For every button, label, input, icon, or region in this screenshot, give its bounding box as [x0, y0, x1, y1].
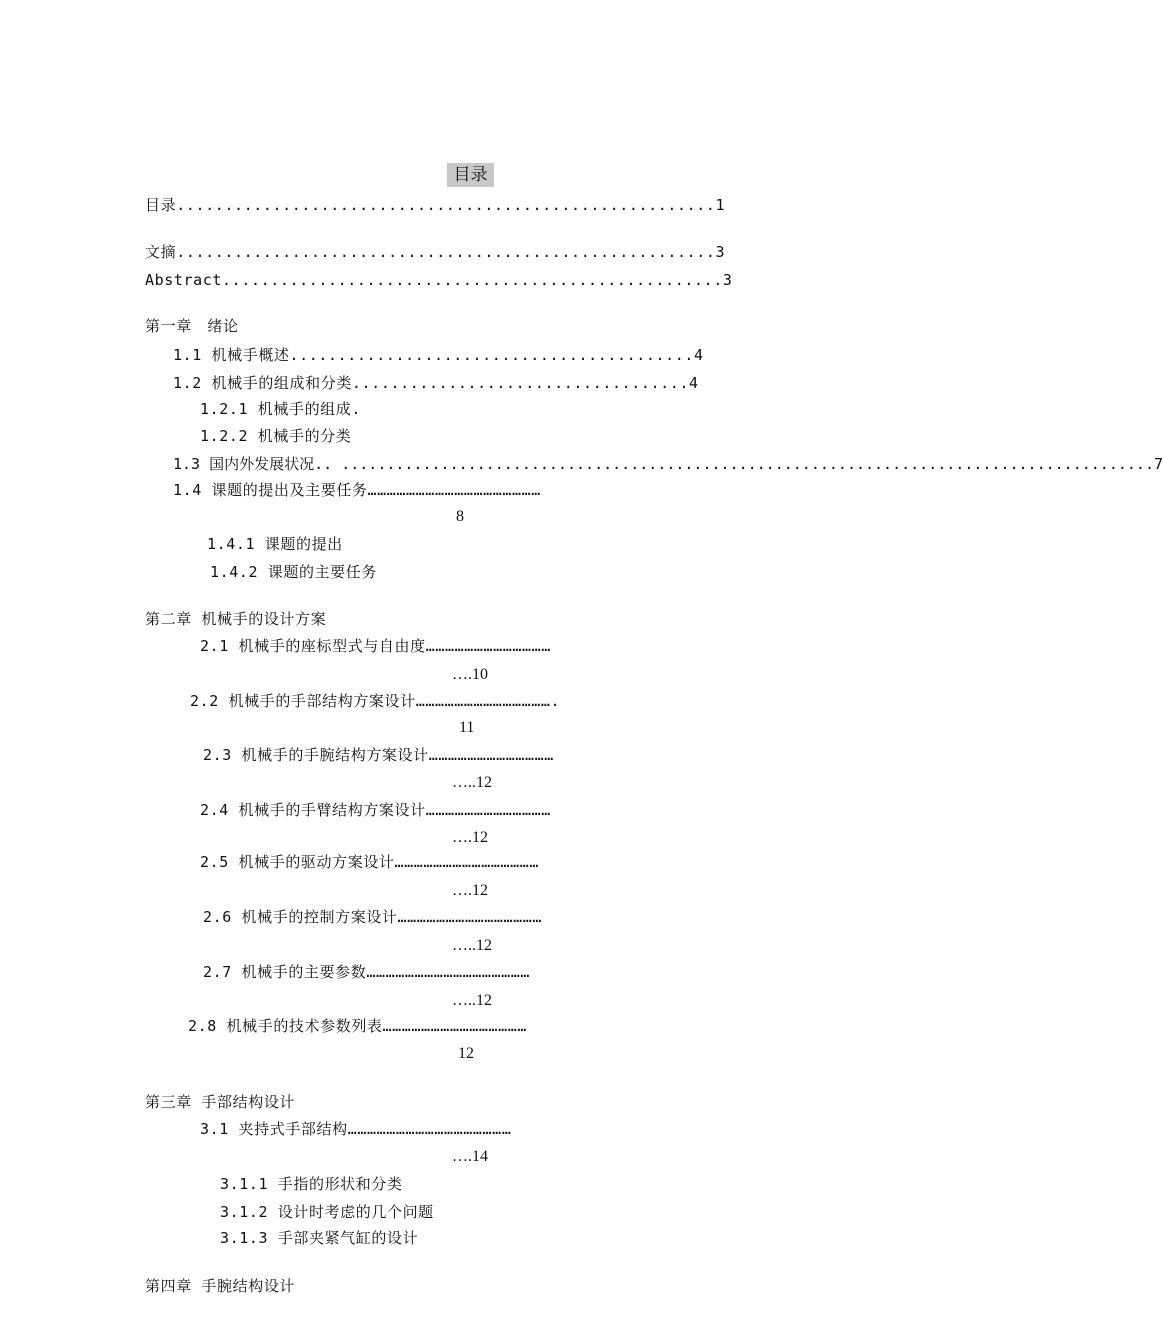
chapter-heading-1[interactable]: 第一章 绪论 — [145, 317, 239, 335]
toc-entry-1-2-1[interactable]: 1.2.1 机械手的组成. — [200, 400, 362, 418]
chapter-heading-3[interactable]: 第三章 手部结构设计 — [145, 1093, 296, 1111]
page-number: ….12 — [452, 829, 488, 846]
toc-entry-1-1[interactable]: 1.1 机械手概述..........................................4 — [173, 346, 704, 364]
toc-entry-3-1[interactable]: 3.1 夹持式手部结构…………………………………………… — [200, 1120, 512, 1138]
toc-entry-2-4[interactable]: 2.4 机械手的手臂结构方案设计………………………………… — [200, 801, 551, 819]
toc-entry-2-2[interactable]: 2.2 机械手的手部结构方案设计……………………………………. — [190, 692, 561, 710]
page-number: ….14 — [452, 1148, 488, 1165]
chapter-heading-4[interactable]: 第四章 手腕结构设计 — [145, 1277, 296, 1295]
page-number: ….10 — [452, 666, 488, 683]
toc-entry-1-2[interactable]: 1.2 机械手的组成和分类...................................4 — [173, 374, 699, 392]
page-number: …..12 — [452, 774, 492, 791]
toc-entry-2-3[interactable]: 2.3 机械手的手腕结构方案设计………………………………… — [203, 746, 554, 764]
toc-entry-contents[interactable]: 目录........................................................1 — [145, 196, 726, 214]
toc-entry-1-4-1[interactable]: 1.4.1 课题的提出 — [207, 535, 343, 553]
toc-entry-2-8[interactable]: 2.8 机械手的技术参数列表……………………………………… — [188, 1017, 527, 1035]
page-number: ….12 — [452, 882, 488, 899]
chapter-heading-2[interactable]: 第二章 机械手的设计方案 — [145, 610, 327, 628]
page-number: 8 — [456, 508, 464, 525]
toc-entry-3-1-2[interactable]: 3.1.2 设计时考虑的几个问题 — [220, 1203, 434, 1221]
page-number: …..12 — [452, 937, 492, 954]
toc-entry-abstract-en[interactable]: Abstract....................................................3 — [145, 271, 733, 289]
page-number: 12 — [458, 1045, 474, 1062]
toc-entry-3-1-1[interactable]: 3.1.1 手指的形状和分类 — [220, 1175, 403, 1193]
toc-entry-2-7[interactable]: 2.7 机械手的主要参数…………………………………………… — [203, 963, 531, 981]
toc-entry-1-4-2[interactable]: 1.4.2 课题的主要任务 — [210, 563, 377, 581]
toc-entry-3-1-3[interactable]: 3.1.3 手部夹紧气缸的设计 — [220, 1229, 419, 1247]
toc-entry-2-1[interactable]: 2.1 机械手的座标型式与自由度………………………………… — [200, 637, 551, 655]
toc-entry-2-5[interactable]: 2.5 机械手的驱动方案设计……………………………………… — [200, 853, 539, 871]
toc-entry-abstract-cn[interactable]: 文摘........................................................3 — [145, 243, 726, 261]
page-number: 11 — [459, 719, 475, 736]
toc-entry-2-6[interactable]: 2.6 机械手的控制方案设计……………………………………… — [203, 908, 542, 926]
toc-title: 目录 — [447, 163, 494, 187]
toc-entry-1-2-2[interactable]: 1.2.2 机械手的分类 — [200, 427, 352, 445]
page-number: …..12 — [452, 992, 492, 1009]
toc-entry-1-4[interactable]: 1.4 课题的提出及主要任务……………………………………………… — [173, 481, 541, 499]
toc-entry-1-3[interactable]: 1.3 国内外发展状况.. ..........................................................................................7 — [173, 455, 1163, 473]
